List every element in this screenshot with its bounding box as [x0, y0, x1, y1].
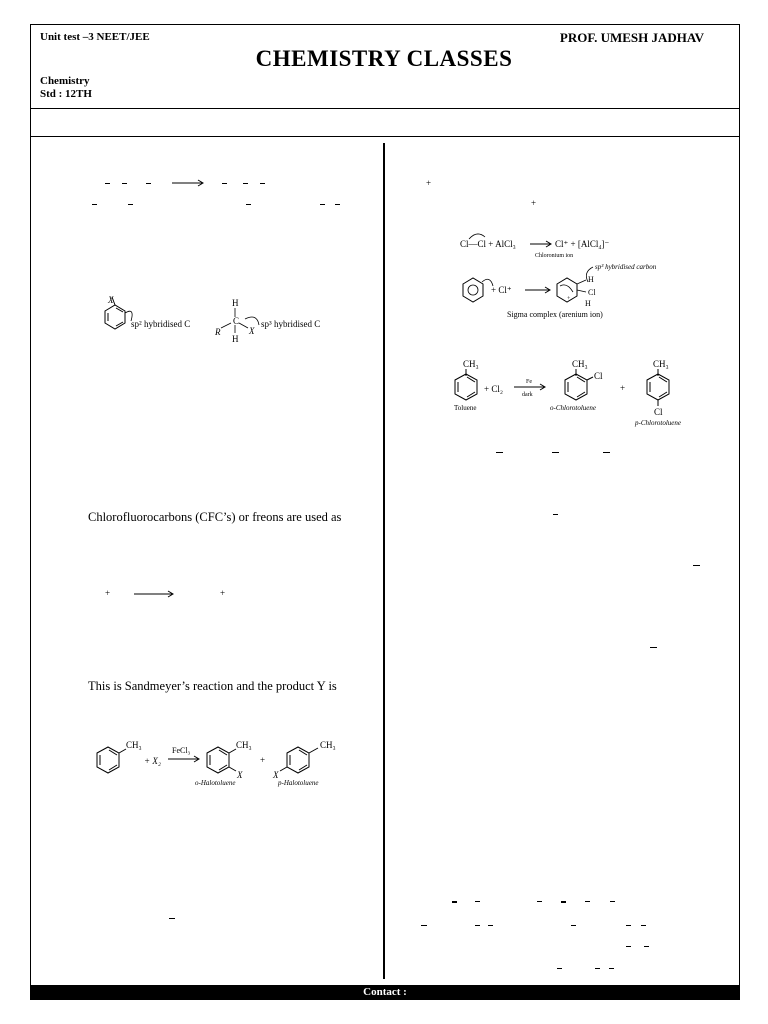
stray-mark [609, 968, 614, 969]
ch3-label: CH₃ [653, 359, 669, 369]
stray-mark [122, 183, 127, 184]
contact-label: Contact : [363, 986, 407, 998]
page-title: CHEMISTRY CLASSES [255, 46, 513, 71]
footer-contact-bar [30, 985, 740, 1000]
stray-mark [496, 452, 503, 453]
stray-mark [641, 925, 646, 926]
c-label: C [233, 316, 240, 326]
reaction-arrow [172, 179, 204, 187]
hybridisation-figure [95, 295, 345, 345]
plus-cl-label: + Cl⁺ [491, 285, 512, 295]
cl-label: Cl [654, 407, 663, 417]
ch3-label: CH₃ [320, 740, 336, 750]
column-divider [383, 143, 385, 979]
stray-mark [146, 183, 151, 184]
catalyst-label: FeCl₃ [172, 746, 191, 755]
h-top-label: H [232, 298, 239, 308]
stray-mark [320, 204, 325, 205]
unit-test-label: Unit test –3 NEET/JEE [40, 31, 150, 43]
stray-mark [169, 918, 175, 919]
equation-right: Cl⁺ + [AlCl₄]⁻ [555, 239, 610, 249]
stray-mark [452, 901, 457, 903]
stray-mark [222, 183, 227, 184]
stray-mark [553, 514, 558, 515]
cl-label: Cl [594, 371, 603, 381]
stray-mark [243, 183, 248, 184]
equation-left: Cl—Cl + AlCl₃ [460, 239, 516, 249]
h-label: H [585, 299, 591, 308]
h-bottom-label: H [232, 334, 239, 344]
header-divider [30, 108, 740, 109]
h-label: H [588, 275, 594, 284]
stray-mark [246, 204, 251, 205]
cl-label: Cl [588, 288, 596, 297]
stray-mark [571, 925, 576, 926]
plus-sign: + [620, 383, 626, 393]
chlorotoluene-figure [450, 358, 700, 430]
stray-mark [650, 647, 657, 648]
stray-mark [557, 968, 562, 969]
stray-mark [488, 925, 493, 926]
reagent-label: + X₂ [144, 756, 161, 766]
x-label: X [273, 770, 279, 780]
ortho-label: o-Halotoluene [195, 779, 236, 787]
reagent-label: + Cl₂ [484, 384, 503, 394]
stray-mark [92, 204, 97, 205]
chloronium-figure [455, 230, 695, 325]
catalyst-top: Fe [526, 379, 532, 385]
stray-mark [421, 925, 427, 926]
cfc-question-text: Chlorofluorocarbons (CFC’s) or freons are used as [88, 510, 342, 524]
header-bottom-divider [30, 136, 740, 137]
stray-mark [626, 925, 631, 926]
ch3-label: CH₃ [463, 359, 479, 369]
plus-sign: + [220, 588, 226, 598]
subject-label: Chemistry [40, 75, 90, 87]
x-label: X [237, 770, 243, 780]
x-label: X [108, 295, 114, 305]
stray-mark [561, 901, 566, 903]
chloronium-label: Chloronium ion [535, 253, 574, 259]
ortho-label: o-Chlorotoluene [550, 404, 597, 412]
r-label: R [215, 327, 221, 337]
sp2-label: sp² hybridised C [131, 319, 191, 329]
plus-sign: + [426, 178, 432, 188]
stray-mark [475, 925, 480, 926]
stray-mark [335, 204, 340, 205]
stray-mark [537, 901, 542, 902]
stray-mark [595, 968, 600, 969]
catalyst-bottom: dark [522, 392, 533, 398]
stray-mark [644, 946, 649, 947]
plus-sign: + [260, 755, 266, 765]
x-label: X [249, 326, 255, 336]
stray-mark [260, 183, 265, 184]
sandmeyer-question-text: This is Sandmeyer’s reaction and the product Y is [88, 679, 337, 693]
stray-mark [552, 452, 559, 453]
para-label: p-Chlorotoluene [635, 419, 682, 427]
sp3-label: sp³ hybridised C [261, 319, 321, 329]
stray-mark [626, 946, 631, 947]
ch3-label: CH₃ [572, 359, 588, 369]
stray-mark [603, 452, 610, 453]
plus-sign: + [105, 588, 111, 598]
sigma-complex-label: Sigma complex (arenium ion) [507, 310, 603, 319]
stray-mark [693, 565, 700, 566]
plus-charge: + [567, 296, 571, 302]
stray-mark [105, 183, 110, 184]
reaction-arrow [134, 590, 176, 598]
stray-mark [128, 204, 133, 205]
ch3-label: CH₃ [236, 740, 252, 750]
plus-sign: + [531, 198, 537, 208]
ch3-label: CH₃ [126, 740, 142, 750]
halotoluene-figure [92, 737, 352, 792]
stray-mark [585, 901, 590, 902]
professor-name: PROF. UMESH JADHAV [559, 30, 704, 45]
para-label: p-Halotoluene [278, 779, 319, 787]
toluene-label: Toluene [454, 404, 477, 412]
stray-mark [610, 901, 615, 902]
stray-mark [475, 901, 480, 902]
sp3-label: sp³ hybridised carbon [595, 263, 657, 271]
standard-label: Std : 12TH [40, 88, 92, 100]
